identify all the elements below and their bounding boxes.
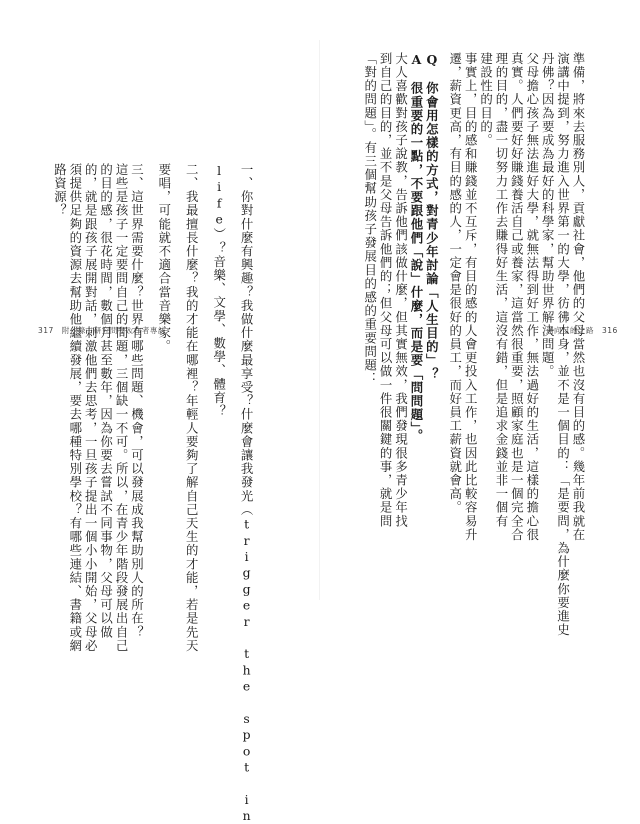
right-page-column: 大人喜歡對孩子說教，告訴他們該做什麼，但其實無效，我們發現很多青少年找 [393,52,409,528]
right-page-column: 遷，薪資更高，有目的感的人，一定會是很好的員工，而好員工薪資就會高。 [447,52,463,515]
gutter-line [319,40,320,600]
right-page-column: 丹佛？因為要成為最好的科學家，幫助世界解決問題。 [540,52,556,379]
right-page-column: 到自己的目的，並不是父母告訴他們的；但父母可以做一件很關鍵的事，就是問 [378,52,394,528]
footer-right-page-number: 邁向目的之路 316 [546,326,618,335]
right-page-column: 事實上，目的感和賺錢並不互斥，有目的感的人會更投入工作，也因此比較容易升 [463,52,479,542]
right-page-column: A 很重要的一點，不要跟他們「說」什麼，而是要「問問題」。 [408,52,424,443]
right-page-column: 建設性的目的。 [478,52,494,148]
right-page-column: 準備，將來去服務別人，貢獻社會，他們的父母當然也沒有目的感。幾年前我就在 [571,52,586,542]
left-page-text [52,163,266,824]
left-page-column: 的，就是跟孩子展開對話，刺激他們去思考，一旦孩子提出一個小小開始，父母必 [83,163,99,653]
left-page-column: 的目的感，很花時間，數個月甚至數年，因為你要去嘗試不同事物，父母可以做 [98,163,114,639]
right-page-column: 演講中提到，努力進入世界第一的大學，彷彿本身，並不是一個目的：「是要問，為什麼你要進史 [555,52,571,637]
left-page-column: 須提供足夠的資源去幫助他繼續發展，要去哪種特別學校？有哪些連結、書籍或網 [67,163,83,653]
right-page-column: 真實。人們要好好賺錢養活自己或養家，這當然很重要，照顧家庭也是一個完全合 [509,52,525,542]
right-page-column: Q 你會用怎樣的方式，對青少年討論「人生目的」？ [424,52,440,381]
left-page-column: 三、這世界需要什麼？世界有哪些問題、機會，可以發展成我幫助別人的所在？ [129,163,145,639]
right-page-column: 理的目的，盡一切努力工作去賺得好生活，這沒有錯，但是追求金錢並非一個有 [493,52,509,528]
right-page-column [439,52,447,306]
right-page-column: 父母擔心孩子無法進好大學，就無法得到好工作，無法過好的生活，這樣的擔心很 [524,52,540,542]
left-page-column: life）？音樂、文學、數學、體育？ [211,163,227,419]
left-page-column: 一、你對什麼有興趣？我做什麼最享受？什麼會讓我發光（trigger the spot in [239,163,255,824]
left-page-column: 這些是孩子一定要問自己的問題，三個缺一不可。所以，在青少年階段發展出自己 [114,163,130,653]
left-page-column: 要唱，可能就不適合當音樂家。 [156,163,172,354]
footer-left-page-number: 317 附 錄 研究問卷＆作者專訪 [38,326,166,335]
left-page-column: 二、我最擅長什麼？我的才能在哪裡？年輕人要夠了解自己天生的才能，若是先天 [184,163,200,653]
left-page-column: 路資源？ [52,163,68,218]
right-page-column: 「對的問題」。有三個幫助孩子發展目的感的重要問題： [362,52,378,386]
